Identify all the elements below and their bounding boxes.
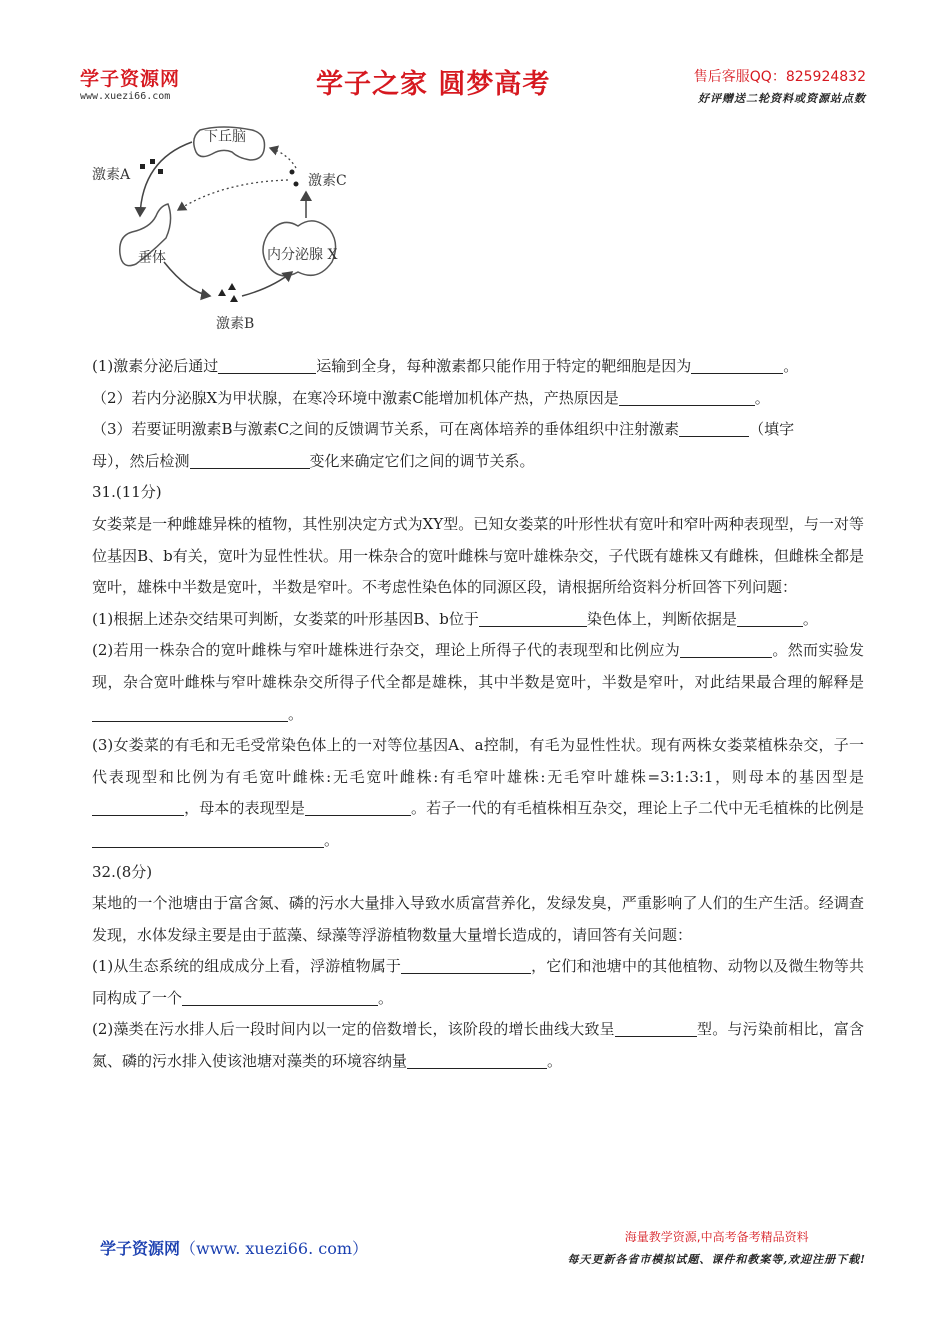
- answer-blank[interactable]: [182, 990, 378, 1006]
- q32-heading: 32.(8分): [92, 862, 153, 881]
- q32-part2: (2)藻类在污水排人后一段时间内以一定的倍数增长，该阶段的增长曲线大致呈 型。与污染前相比，富含氮、磷的污水排入使该池塘对藻类的环境容纳量 。: [92, 1020, 864, 1071]
- label-pituitary: 垂体: [138, 250, 166, 266]
- logo-url[interactable]: www.xuezi66.com: [80, 91, 171, 102]
- diagram-drawing: [92, 120, 362, 338]
- header-contact: [694, 66, 866, 106]
- feedback-to-hypothalamus: [270, 148, 296, 168]
- support-qq: 售后客服QQ：825924832: [693, 69, 866, 85]
- answer-blank[interactable]: [479, 611, 587, 627]
- q31-heading: 31.(11分): [92, 483, 162, 502]
- header-slogan: 学子之家 圆梦高考: [316, 69, 551, 100]
- answer-blank[interactable]: [691, 358, 783, 374]
- label-gland-x: 内分泌腺 X: [267, 247, 338, 263]
- footer-slogan-2: 每天更新各省市模拟试题、课件和教案等,欢迎注册下载!: [567, 1253, 866, 1266]
- footer-brand[interactable]: [100, 1236, 368, 1259]
- answer-blank[interactable]: [92, 706, 288, 722]
- answer-blank[interactable]: [619, 390, 755, 406]
- label-hormone-a: 激素A: [92, 167, 131, 183]
- footer-slogans: [567, 1228, 866, 1267]
- site-logo[interactable]: [80, 64, 180, 102]
- question-content: [92, 351, 864, 1078]
- hormone-b-marker: [218, 289, 226, 296]
- hormone-a-marker: [140, 164, 145, 169]
- label-hypothalamus: 下丘脑: [204, 129, 246, 145]
- hormone-c-marker: [294, 182, 299, 187]
- arrow-pituitary-to-hormone-b: [164, 262, 210, 296]
- q31-part1: (1)根据上述杂交结果可判断，女娄菜的叶形基因B、b位于 染色体上，判断依据是 。: [92, 609, 818, 628]
- q31-part3: (3)女娄菜的有毛和无毛受常染色体上的一对等位基因A、a控制，有毛为显性性状。现有两株女娄菜植株杂交，子一代表现型和比例为有毛宽叶雌株:无毛宽叶雌株:有毛窄叶雄株:无毛窄叶雄株=3:1:3:1，则母本的基因型是，母本的表现型是 。若子一代的有毛植株相互杂交，理论上子二代中无毛植株的比例是。: [92, 736, 864, 849]
- footer-brand-name: 学子资源网: [100, 1239, 181, 1258]
- answer-blank[interactable]: [305, 800, 411, 816]
- hormone-c-marker: [290, 170, 295, 175]
- hormone-b-marker: [228, 283, 236, 290]
- hormone-a-marker: [158, 169, 163, 174]
- hormone-feedback-diagram: [92, 120, 362, 338]
- answer-blank[interactable]: [401, 958, 531, 974]
- footer-slogan-1: 海量教学资源,中高考备考精品资料: [624, 1230, 809, 1244]
- answer-blank[interactable]: [615, 1021, 697, 1037]
- answer-blank[interactable]: [218, 358, 316, 374]
- label-hormone-c: 激素C: [308, 173, 347, 189]
- promo-text: 好评赠送二轮资料或资源站点数: [698, 92, 866, 105]
- q31-intro: 女娄菜是一种雌雄异株的植物，其性别决定方式为XY型。已知女娄菜的叶形性状有宽叶和窄叶两种表现型，与一对等位基因B、b有关，宽叶为显性性状。用一株杂合的宽叶雌株与宽叶雄株杂交，子代既有雄株又有雌株，但雌株全都是宽叶，雄株中半数是宽叶，半数是窄叶。不考虑性染色体的同源区段，请根据所给资料分析回答下列问题：: [92, 514, 864, 597]
- answer-blank[interactable]: [190, 453, 310, 469]
- q32-intro: 某地的一个池塘由于富含氮、磷的污水大量排入导致水质富营养化，发绿发臭，严重影响了人们的生产生活。经调查发现，水体发绿主要是由于蓝藻、绿藻等浮游植物数量大量增长造成的，请回答有关问题：: [92, 894, 864, 944]
- footer-site-link[interactable]: （www. xuezi66. com）: [180, 1239, 369, 1258]
- answer-blank[interactable]: [680, 642, 772, 658]
- q30-part2: （2）若内分泌腺X为甲状腺，在寒冷环境中激素C能增加机体产热，产热原因是 。: [92, 388, 770, 407]
- answer-blank[interactable]: [407, 1053, 547, 1069]
- q30-part1: (1)激素分泌后通过 运输到全身，每种激素都只能作用于特定的靶细胞是因为 。: [92, 357, 799, 375]
- answer-blank[interactable]: [92, 832, 324, 848]
- q31-part2: (2)若用一株杂合的宽叶雌株与窄叶雄株进行杂交，理论上所得子代的表现型和比例应为 。然而实验发现，杂合宽叶雌株与窄叶雄株杂交所得子代全都是雄株，其中半数是宽叶，半数是窄叶，对此结果最合理的解释是。: [92, 641, 864, 723]
- hormone-b-marker: [230, 295, 238, 302]
- q30-part3: （3）若要证明激素B与激素C之间的反馈调节关系，可在离体培养的垂体组织中注射激素 （填字 母），然后检测 变化来确定它们之间的调节关系。: [92, 420, 795, 470]
- q32-part1: (1)从生态系统的组成成分上看，浮游植物属于 ，它们和池塘中的其他植物、动物以及微生物等共同构成了一个 。: [92, 957, 864, 1007]
- answer-blank[interactable]: [92, 800, 184, 816]
- feedback-to-pituitary: [178, 180, 288, 210]
- hormone-a-marker: [150, 159, 155, 164]
- logo-name: 学子资源网: [80, 68, 181, 90]
- answer-blank[interactable]: [737, 611, 803, 627]
- label-hormone-b: 激素B: [216, 316, 255, 332]
- answer-blank[interactable]: [679, 421, 749, 437]
